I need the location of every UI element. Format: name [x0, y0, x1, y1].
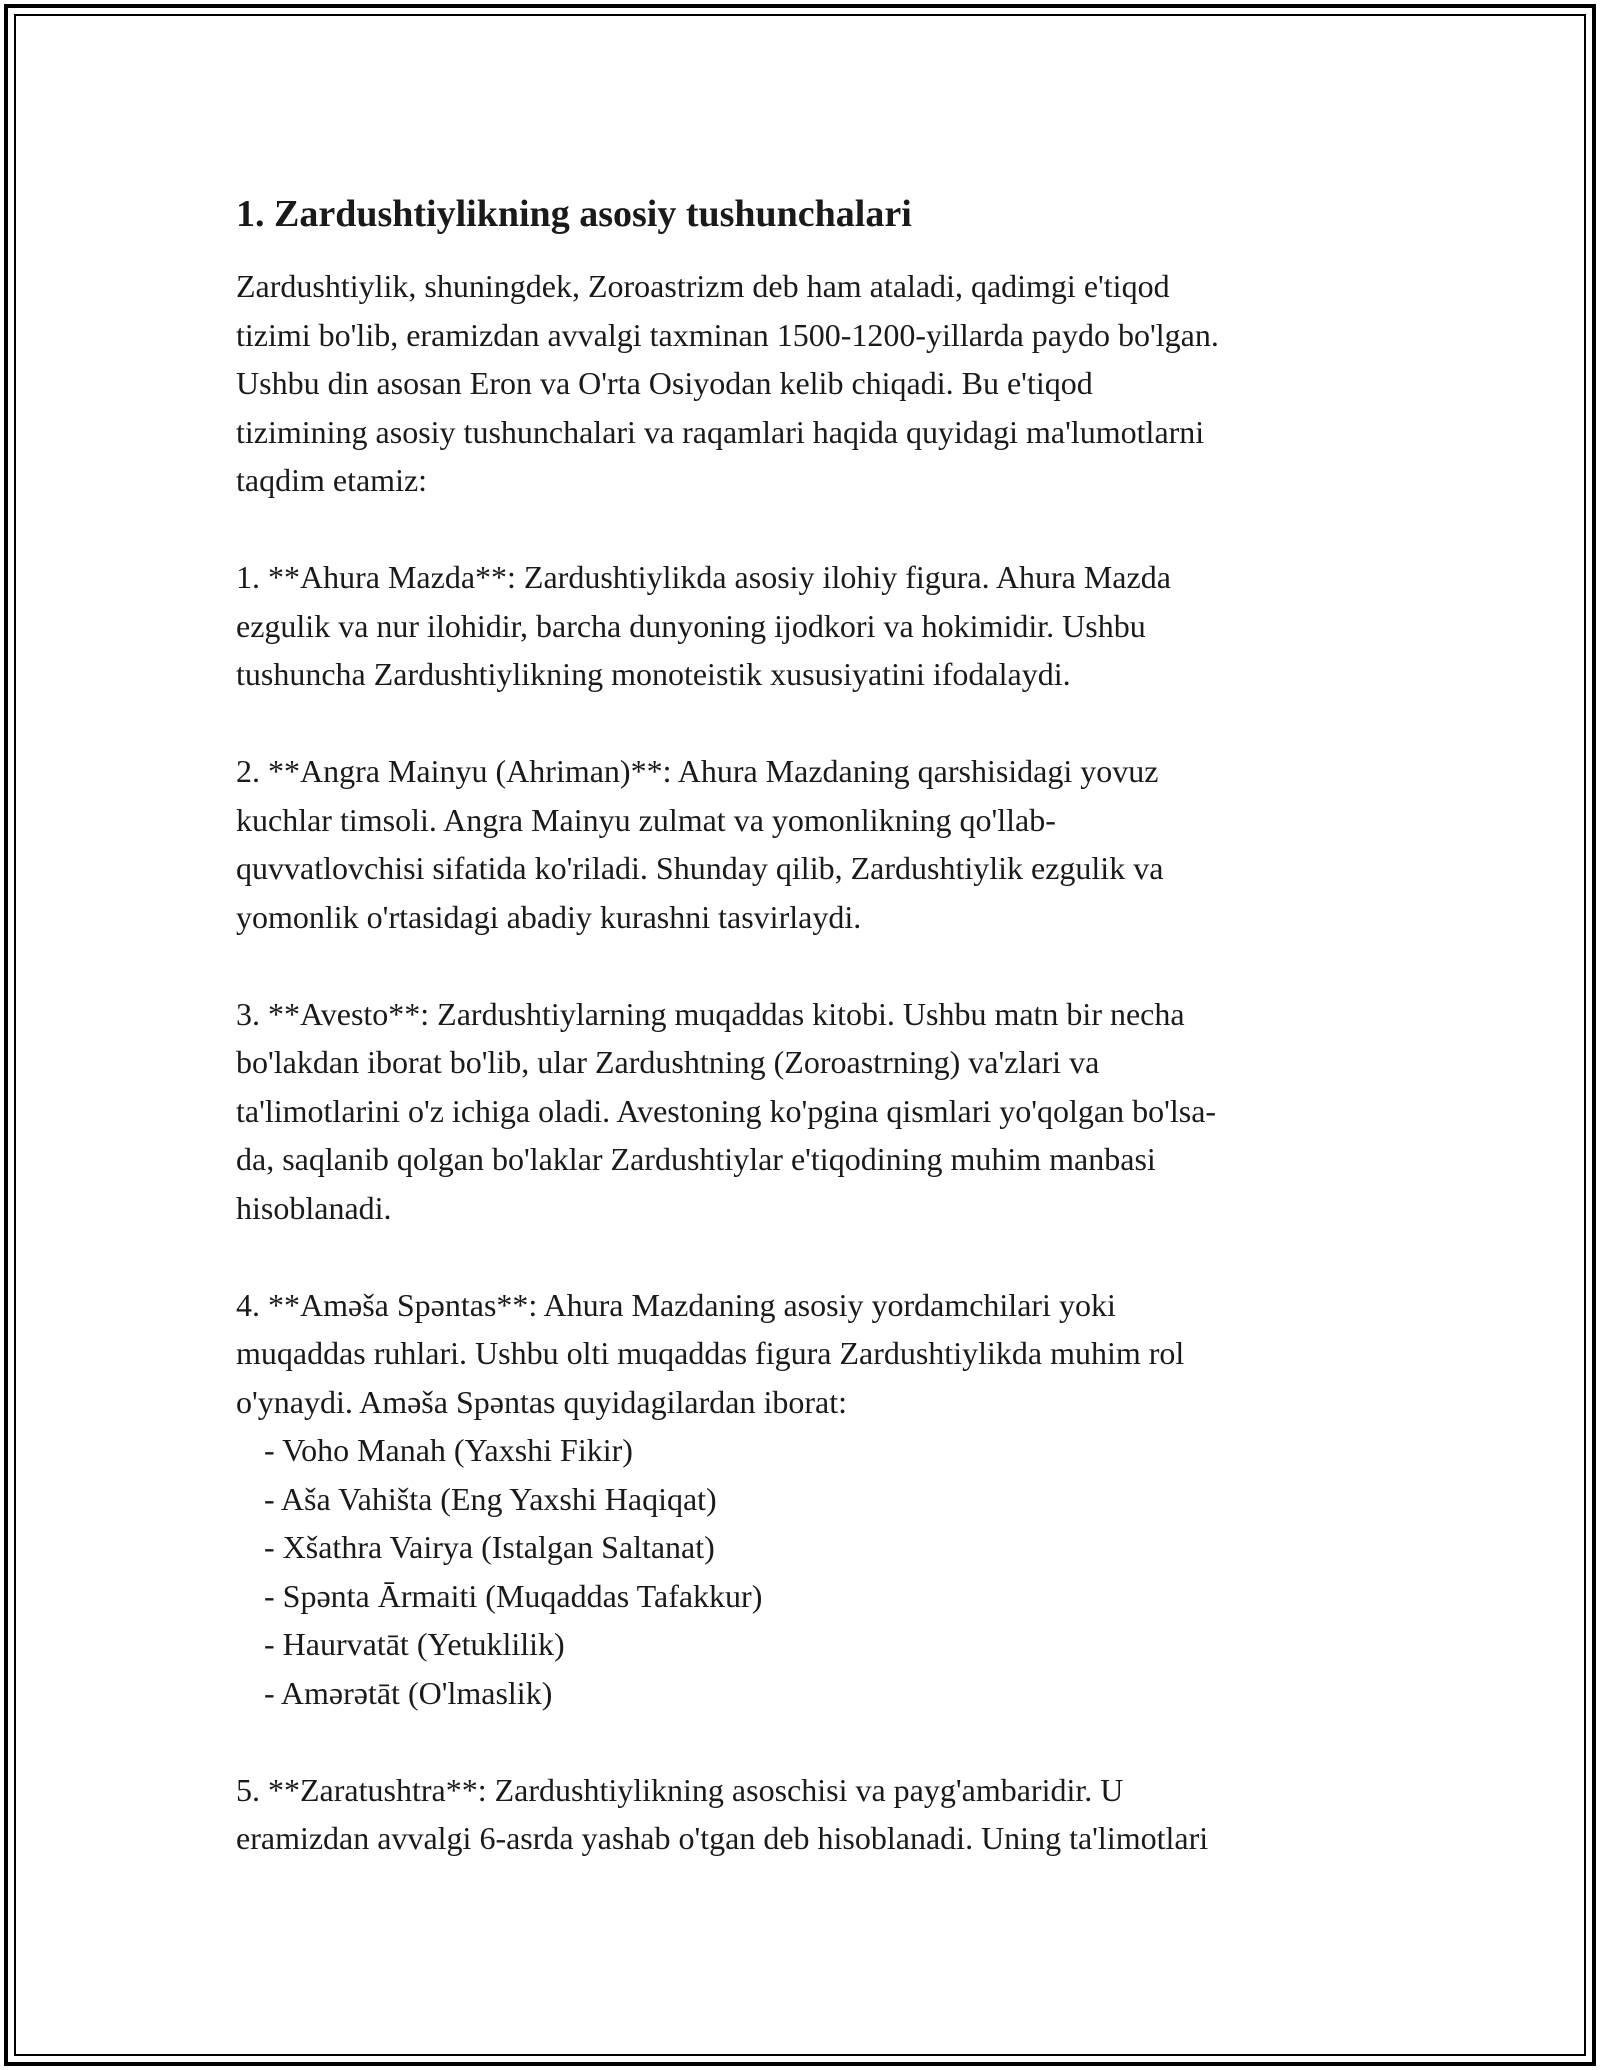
- document-body: [236, 190, 1366, 1863]
- item-zaratushtra: [236, 1766, 1366, 1863]
- text-line: kuchlar timsoli. Angra Mainyu zulmat va yomonlikning qo'llab-: [236, 801, 1056, 838]
- text-line: 1. **Ahura Mazda**: Zardushtiylikda asosiy ilohiy figura. Ahura Mazda: [236, 559, 1171, 595]
- text-line: 3. **Avesto**: Zardushtiylarning muqaddas kitobi. Ushbu matn bir necha: [236, 995, 1185, 1032]
- text-line: 2. **Angra Mainyu (Ahriman)**: Ahura Mazdaning qarshisidagi yovuz: [236, 753, 1159, 789]
- text-line: ezgulik va nur ilohidir, barcha dunyoning ijodkori va hokimidir. Ushbu: [236, 607, 1146, 644]
- text-line: taqdim etamiz:: [236, 462, 428, 498]
- text-line: o'ynaydi. Aməša Spəntas quyidagilardan iborat:: [236, 1383, 847, 1420]
- text-line: ta'limotlarini o'z ichiga oladi. Avestoning ko'pgina qismlari yo'qolgan bo'lsa-: [236, 1092, 1217, 1129]
- text-line: bo'lakdan iborat bo'lib, ular Zardushtning (Zoroastrning) va'zlari va: [236, 1044, 1100, 1080]
- text-line: tizimining asosiy tushunchalari va raqamlari haqida quyidagi ma'lumotlarni: [236, 413, 1205, 450]
- item-ahura-mazda: [236, 553, 1366, 699]
- item-amesha-spentas: [236, 1281, 1366, 1718]
- text-line: muqaddas ruhlari. Ushbu olti muqaddas figura Zardushtiylikda muhim rol: [236, 1335, 1185, 1371]
- list-item: - Haurvatāt (Yetuklilik): [264, 1626, 565, 1662]
- text-line: Ushbu din asosan Eron va O'rta Osiyodan kelib chiqadi. Bu e'tiqod: [236, 365, 1093, 401]
- item-avesto: [236, 990, 1366, 1233]
- list-item: - Aša Vahišta (Eng Yaxshi Haqiqat): [264, 1480, 717, 1517]
- text-line: eramizdan avvalgi 6-asrda yashab o'tgan deb hisoblanadi. Uning ta'limotlari: [236, 1820, 1209, 1856]
- text-line: yomonlik o'rtasidagi abadiy kurashni tasvirlaydi.: [236, 898, 862, 935]
- text-line: 4. **Aməša Spəntas**: Ahura Mazdaning asosiy yordamchilari yoki: [236, 1286, 1116, 1323]
- list-item: - Amərətāt (O'lmaslik): [264, 1674, 553, 1711]
- list-item: - Xšathra Vairya (Istalgan Saltanat): [264, 1529, 715, 1565]
- paragraph-gap: [236, 505, 1366, 554]
- text-line: tushuncha Zardushtiylikning monoteistik xususiyatini ifodalaydi.: [236, 656, 1071, 692]
- paragraph-gap: [236, 941, 1366, 990]
- paragraph-gap: [236, 1232, 1366, 1281]
- section-heading: 1. Zardushtiylikning asosiy tushunchalari: [236, 193, 912, 235]
- list-item: - Spənta Ārmaiti (Muqaddas Tafakkur): [264, 1577, 763, 1614]
- text-line: hisoblanadi.: [236, 1189, 392, 1226]
- list-item: - Voho Manah (Yaxshi Fikir): [264, 1432, 633, 1468]
- item-angra-mainyu: [236, 747, 1366, 941]
- intro-paragraph: [236, 262, 1366, 505]
- paragraph-gap: [236, 1717, 1366, 1766]
- text-line: Zardushtiylik, shuningdek, Zoroastrizm deb ham ataladi, qadimgi e'tiqod: [236, 268, 1170, 304]
- text-line: 5. **Zaratushtra**: Zardushtiylikning asoschisi va payg'ambaridir. U: [236, 1771, 1124, 1808]
- text-line: quvvatlovchisi sifatida ko'riladi. Shunday qilib, Zardushtiylik ezgulik va: [236, 850, 1164, 886]
- paragraph-gap: [236, 699, 1366, 748]
- text-line: da, saqlanib qolgan bo'laklar Zardushtiylar e'tiqodining muhim manbasi: [236, 1141, 1156, 1177]
- text-line: tizimi bo'lib, eramizdan avvalgi taxminan 1500-1200-yillarda paydo bo'lgan.: [236, 316, 1219, 353]
